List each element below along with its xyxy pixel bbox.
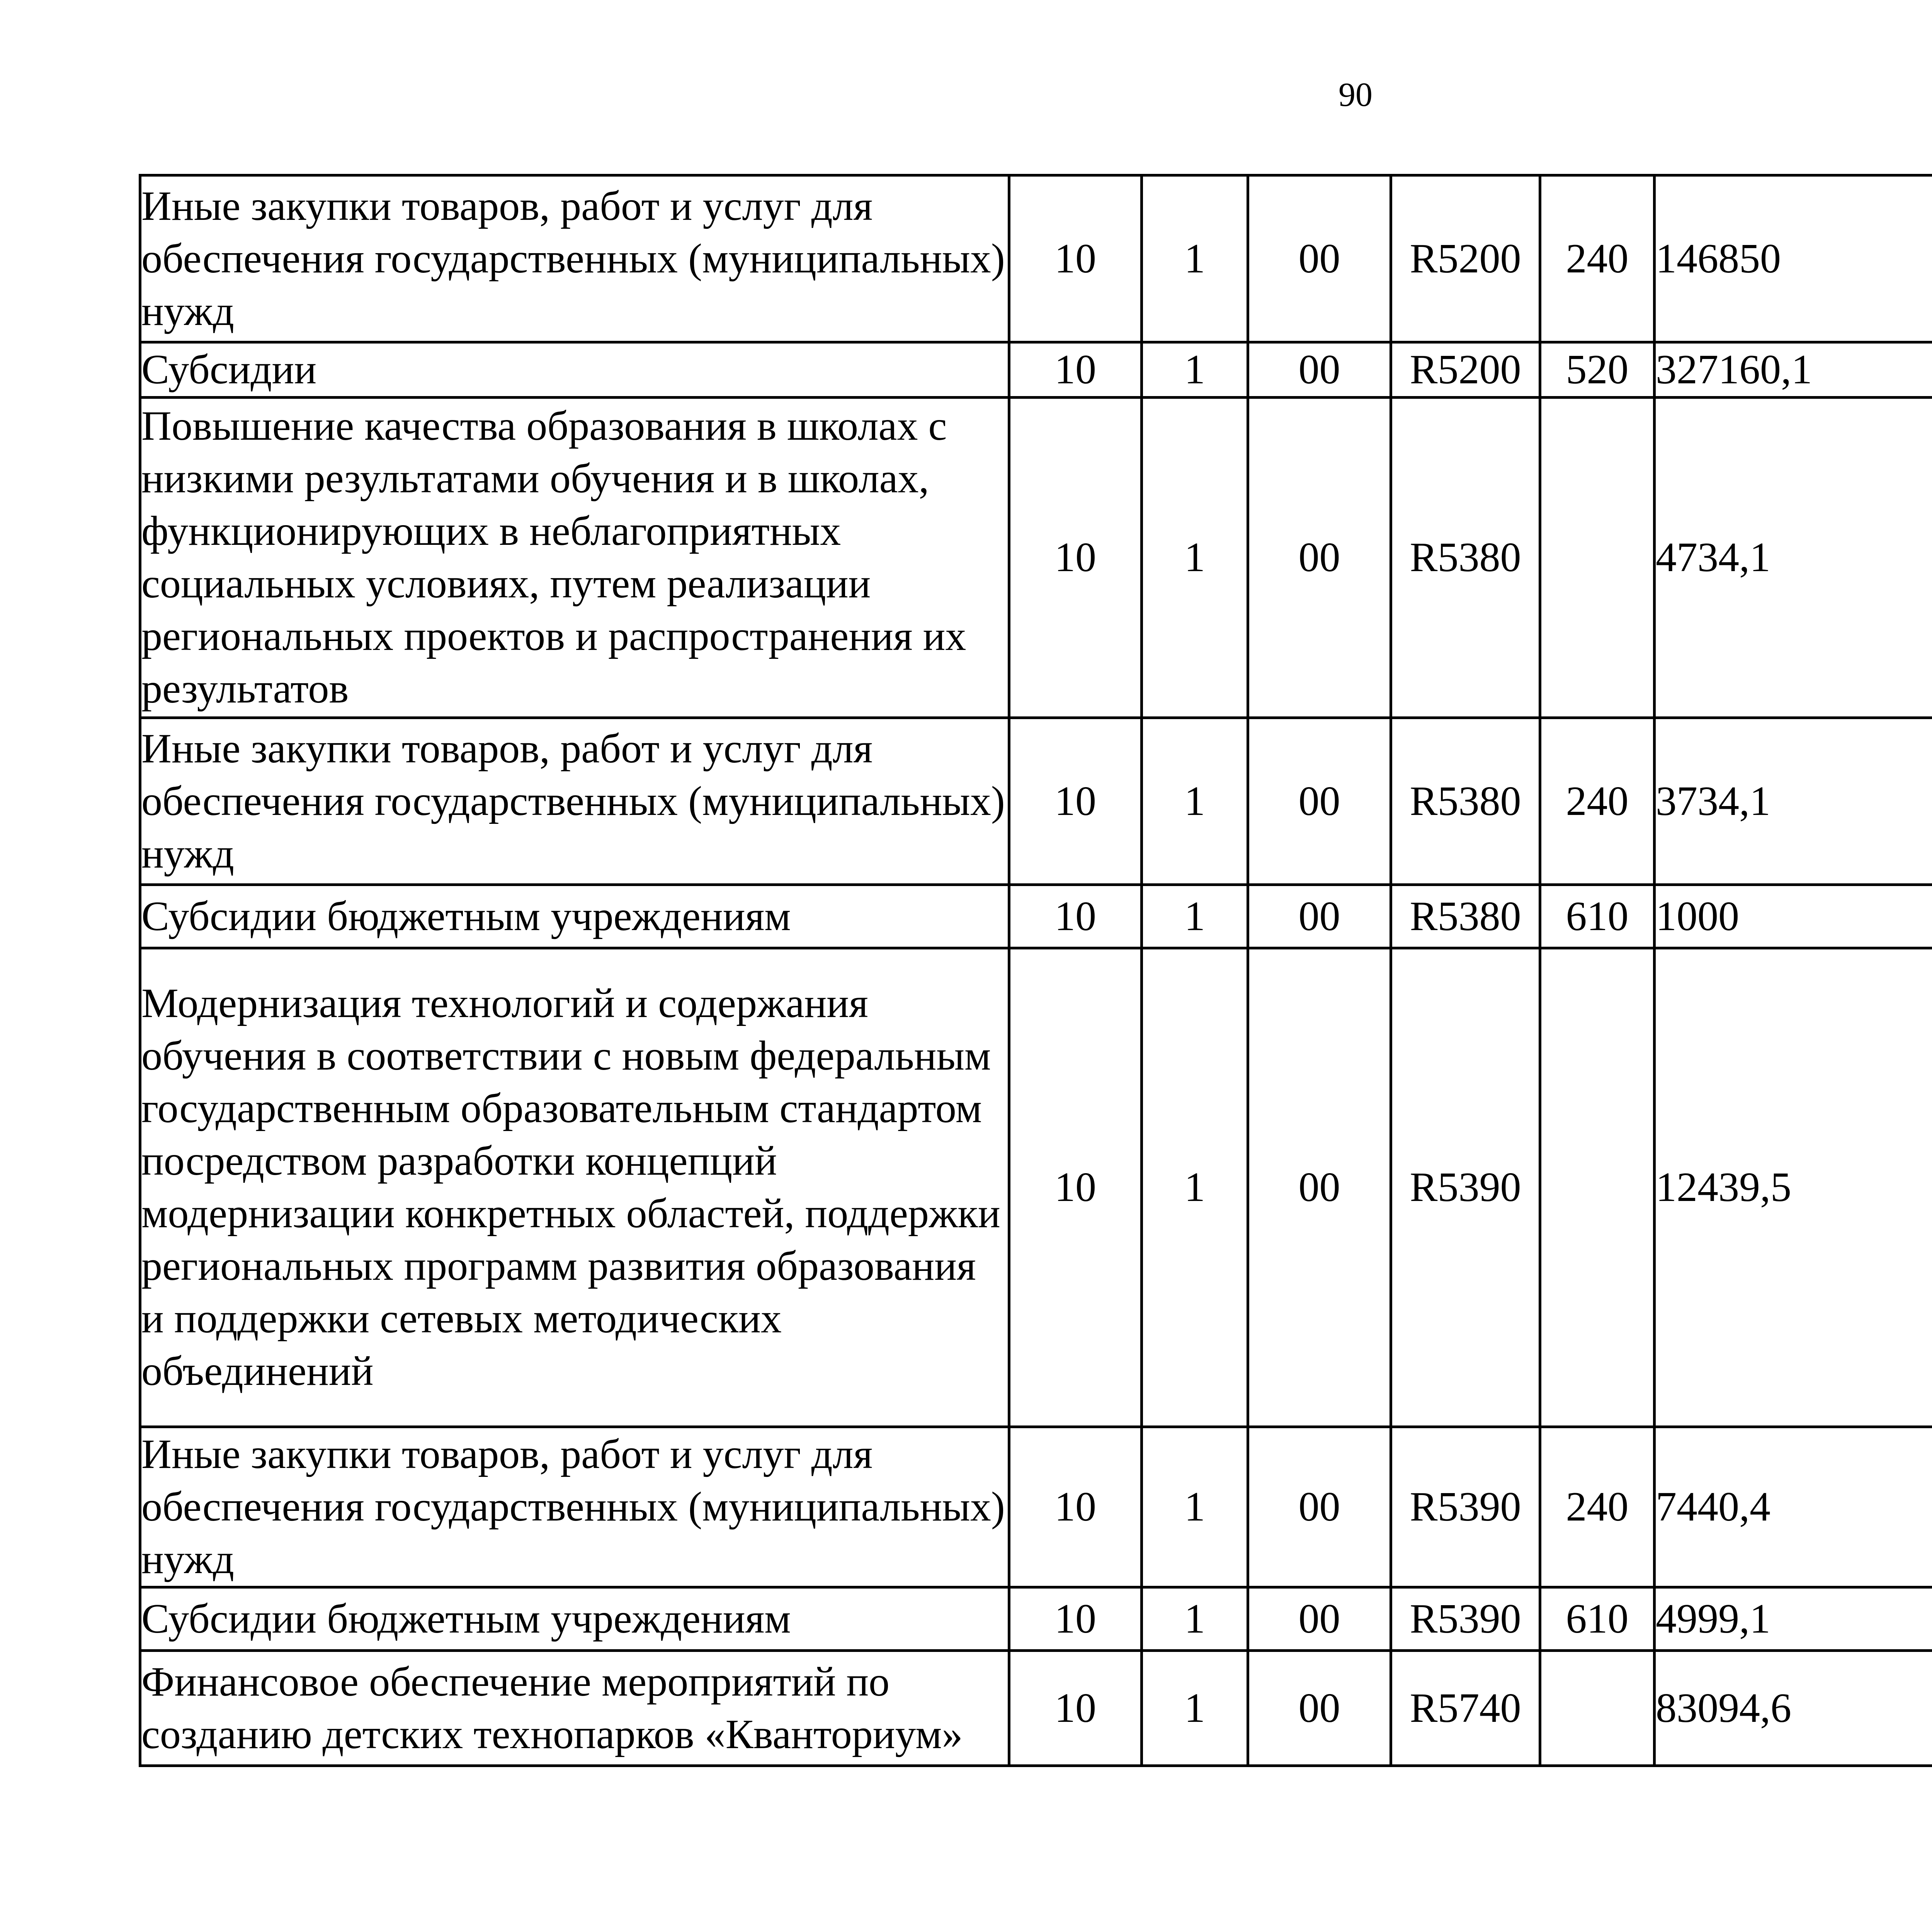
- target-article-code: R5390: [1391, 948, 1540, 1427]
- expense-type-code: 240: [1540, 718, 1655, 885]
- section-code: 10: [1009, 175, 1142, 342]
- subsection-code: 1: [1142, 342, 1248, 398]
- row-name: Субсидии: [140, 342, 1009, 398]
- subsection-code: 1: [1142, 718, 1248, 885]
- program-code: 00: [1248, 885, 1391, 948]
- table-row: [140, 1427, 1932, 1587]
- row-name: Модернизация технологий и содержания обучения в соответствии с новым федеральным государственным образовательным стандартом посредством разработки концепций модернизации конкретных областей, поддержки региональных программ развития образования и поддержки сетевых методических объединений: [140, 948, 1009, 1427]
- amount-year-1: 1000: [1655, 885, 1932, 948]
- program-code: 00: [1248, 1427, 1391, 1587]
- section-code: 10: [1009, 1427, 1142, 1587]
- expense-type-code: [1540, 948, 1655, 1427]
- program-code: 00: [1248, 1651, 1391, 1766]
- expense-type-code: 520: [1540, 342, 1655, 398]
- section-code: 10: [1009, 398, 1142, 718]
- amount-year-1: 3734,1: [1655, 718, 1932, 885]
- target-article-code: R5380: [1391, 718, 1540, 885]
- subsection-code: 1: [1142, 885, 1248, 948]
- table-row: [140, 948, 1932, 1427]
- amount-year-1: 327160,1: [1655, 342, 1932, 398]
- program-code: 00: [1248, 948, 1391, 1427]
- amount-year-1: 83094,6: [1655, 1651, 1932, 1766]
- budget-table: [139, 174, 1932, 1767]
- section-code: 10: [1009, 948, 1142, 1427]
- amount-year-1: 7440,4: [1655, 1427, 1932, 1587]
- amount-year-1: 146850: [1655, 175, 1932, 342]
- program-code: 00: [1248, 342, 1391, 398]
- row-name: Иные закупки товаров, работ и услуг для обеспечения государственных (муниципальных) нужд: [140, 175, 1009, 342]
- program-code: 00: [1248, 175, 1391, 342]
- section-code: 10: [1009, 342, 1142, 398]
- expense-type-code: [1540, 398, 1655, 718]
- table-row: [140, 175, 1932, 342]
- target-article-code: R5390: [1391, 1427, 1540, 1587]
- program-code: 00: [1248, 398, 1391, 718]
- row-name: Повышение качества образования в школах с низкими результатами обучения и в школах, функционирующих в неблагоприятных социальных условиях, путем реализации региональных проектов и распространения их результатов: [140, 398, 1009, 718]
- section-code: 10: [1009, 718, 1142, 885]
- row-name: Субсидии бюджетным учреждениям: [140, 885, 1009, 948]
- target-article-code: R5390: [1391, 1587, 1540, 1651]
- expense-type-code: 240: [1540, 175, 1655, 342]
- table-row: [140, 885, 1932, 948]
- target-article-code: R5380: [1391, 398, 1540, 718]
- subsection-code: 1: [1142, 1427, 1248, 1587]
- table-row: [140, 342, 1932, 398]
- row-name: Иные закупки товаров, работ и услуг для обеспечения государственных (муниципальных) нужд: [140, 1427, 1009, 1587]
- amount-year-1: 12439,5: [1655, 948, 1932, 1427]
- expense-type-code: 610: [1540, 885, 1655, 948]
- program-code: 00: [1248, 718, 1391, 885]
- row-name: Иные закупки товаров, работ и услуг для обеспечения государственных (муниципальных) нужд: [140, 718, 1009, 885]
- target-article-code: R5200: [1391, 175, 1540, 342]
- table-row: [140, 1651, 1932, 1766]
- table-row: [140, 1587, 1932, 1651]
- subsection-code: 1: [1142, 948, 1248, 1427]
- section-code: 10: [1009, 1587, 1142, 1651]
- expense-type-code: 610: [1540, 1587, 1655, 1651]
- subsection-code: 1: [1142, 398, 1248, 718]
- subsection-code: 1: [1142, 1651, 1248, 1766]
- expense-type-code: [1540, 1651, 1655, 1766]
- target-article-code: R5740: [1391, 1651, 1540, 1766]
- table-row: [140, 398, 1932, 718]
- program-code: 00: [1248, 1587, 1391, 1651]
- amount-year-1: 4999,1: [1655, 1587, 1932, 1651]
- row-name: Субсидии бюджетным учреждениям: [140, 1587, 1009, 1651]
- subsection-code: 1: [1142, 175, 1248, 342]
- page-number: 90: [1338, 76, 1372, 114]
- expense-type-code: 240: [1540, 1427, 1655, 1587]
- table-row: [140, 718, 1932, 885]
- target-article-code: R5380: [1391, 885, 1540, 948]
- target-article-code: R5200: [1391, 342, 1540, 398]
- subsection-code: 1: [1142, 1587, 1248, 1651]
- section-code: 10: [1009, 885, 1142, 948]
- section-code: 10: [1009, 1651, 1142, 1766]
- row-name: Финансовое обеспечение мероприятий по созданию детских технопарков «Кванториум»: [140, 1651, 1009, 1766]
- amount-year-1: 4734,1: [1655, 398, 1932, 718]
